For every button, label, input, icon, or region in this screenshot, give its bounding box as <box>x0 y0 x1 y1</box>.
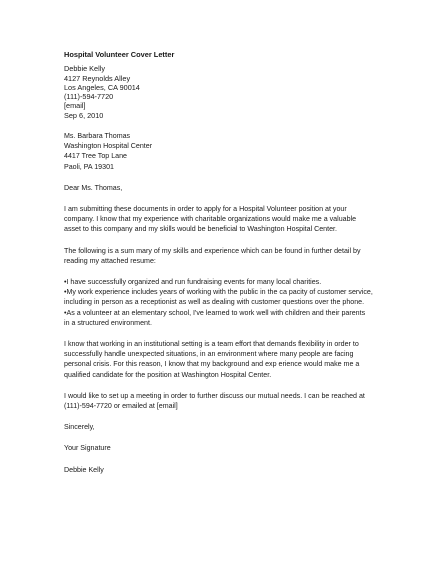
recipient-street: 4417 Tree Top Lane <box>64 152 127 161</box>
paragraph-teamwork <box>64 339 394 380</box>
sender-phone: (111)-594-7720 <box>64 92 114 102</box>
paragraph-line: personal crisis. For this reason, I know that my background and exp erience would make me a <box>64 360 360 369</box>
sender-city: Los Angeles, CA 90014 <box>64 82 140 92</box>
list-item: •My work experience includes years of working with the public in the ca pacity of customer service, <box>64 288 373 297</box>
sender-address <box>64 64 394 120</box>
sender-name: Debbie Kelly <box>64 64 105 74</box>
paragraph-line: I am submitting these documents in order to apply for a Hospital Volunteer position at your <box>64 205 347 213</box>
signer-name: Debbie Kelly <box>64 465 104 474</box>
paragraph-line: asset to this company and my skills would be beneficial to Washington Hospital Center. <box>64 225 337 234</box>
paragraph-summary <box>64 246 394 266</box>
paragraph-line: (111)-594-7720 or emailed at [email] <box>64 402 178 411</box>
paragraph-line: I would like to set up a meeting in order to further discuss our mutual needs. I can be reached at <box>64 391 365 400</box>
salutation-text: Dear Ms. Thomas, <box>64 183 123 192</box>
recipient-city: Paoli, PA 19301 <box>64 162 114 171</box>
list-item: •I have successfully organized and run fundraising events for many local charities. <box>64 278 322 287</box>
recipient-address <box>64 131 394 172</box>
closing <box>64 422 394 432</box>
paragraph-line: company. I know that my experience with charitable organizations would make me a valuable <box>64 215 357 224</box>
paragraph-line: The following is a sum mary of my skills and experience which can be found in further detail by <box>64 246 361 255</box>
paragraph-line: reading my attached resume: <box>64 256 156 265</box>
signature <box>64 443 394 453</box>
recipient-organization: Washington Hospital Center <box>64 142 153 151</box>
document-title: Hospital Volunteer Cover Letter <box>64 50 175 59</box>
paragraph-skills-list <box>64 277 394 328</box>
letter-date: Sep 6, 2010 <box>64 110 104 120</box>
list-item: in a structured environment. <box>64 318 152 327</box>
paragraph-line: qualified candidate for the position at Washington Hospital Center. <box>64 370 272 379</box>
letter-body <box>64 50 394 475</box>
paragraph-intro <box>64 204 394 235</box>
recipient-name: Ms. Barbara Thomas <box>64 131 131 140</box>
sender-street: 4127 Reynolds Alley <box>64 73 131 83</box>
closing-text: Sincerely, <box>64 423 95 432</box>
sender-email: [email] <box>64 101 86 111</box>
signer <box>64 465 394 475</box>
paragraph-line: I know that working in an institutional setting is a team effort that demands flexibility in order to <box>64 340 359 349</box>
salutation <box>64 183 394 193</box>
paragraph-line: successfully handle unexpected situations, in an environment where many people are facing <box>64 350 354 359</box>
paragraph-meeting <box>64 391 394 411</box>
list-item: •As a volunteer at an elementary school, I've learned to work well with children and their parents <box>64 308 366 317</box>
list-item: including in person as a receptionist as well as dealing with customer questions over the phone. <box>64 298 365 307</box>
signature-text: Your Signature <box>64 444 111 453</box>
